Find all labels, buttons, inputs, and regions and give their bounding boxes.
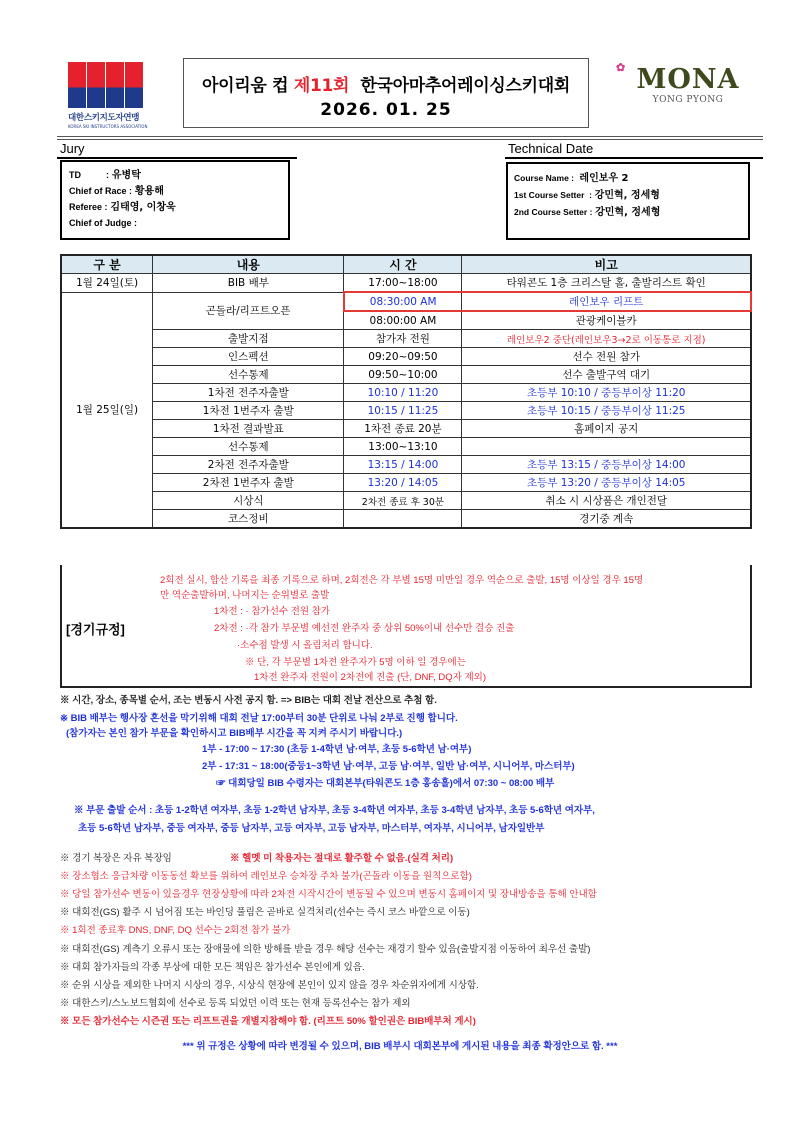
setter1-value: 강민혁, 정세형: [594, 190, 660, 201]
rules-line: 1차전 완주자 전원이 2차전에 진출 (단, DNF, DQ자 제외): [254, 672, 487, 683]
title-edition: 제11회: [293, 76, 350, 96]
item-cell: 1차전 결과발표: [153, 420, 344, 438]
mona-sub: YONG PYONG: [652, 95, 724, 105]
mona-word: MONA: [636, 64, 740, 95]
chief-race-key: Chief of Race :: [69, 186, 133, 196]
technical-divider: [505, 157, 763, 159]
ksia-letters-icon: [68, 62, 146, 108]
chief-judge-key: Chief of Judge :: [69, 218, 137, 228]
rule-line: ※ 대회 참가자들의 각종 부상에 대한 모든 책임은 참가선수 본인에게 있음.: [60, 962, 365, 973]
time-cell: 09:20~09:50: [344, 348, 462, 366]
title-suffix: 한국아마추어레이싱스키대회: [349, 76, 570, 96]
time-cell: 2차전 종료 후 30분: [344, 492, 462, 510]
item-cell: 1차전 1번주자 출발: [153, 402, 344, 420]
note-cell: 초등부 13:15 / 중등부이상 14:00: [462, 456, 751, 474]
schedule-table: [60, 254, 752, 529]
item-cell: 2차전 1번주자 출발: [153, 474, 344, 492]
table-row: [61, 474, 751, 492]
rule-line: ※ 모든 참가선수는 시즌권 또는 리프트권을 개별지참해야 함. (리프트 50% 할인권은 BIB배부처 게시): [60, 1016, 476, 1027]
jury-label: Jury: [60, 141, 85, 156]
note-cell: 초등부 13:20 / 중등부이상 14:05: [462, 474, 751, 492]
rule-line: ※ 대회전(GS) 계측기 오류시 또는 장애물에 의한 방해를 받을 경우 해당 선수는 재경기 할수 있음(출발지점 이동하여 최우선 출발): [60, 944, 591, 955]
rules-line: 1차전 : · 참가선수 전원 참가: [214, 606, 331, 617]
rule-line: ※ 순위 시상을 제외한 나머지 시상의 경우, 시상식 현장에 본인이 있지 않을 경우 차순위자에게 시상함.: [60, 980, 479, 991]
note-cell: 관광케이블카: [462, 311, 751, 330]
header-time: 시 간: [344, 255, 462, 274]
race-rules-box: [60, 565, 752, 688]
note-cell: 타워콘도 1층 크리스탈 홀, 출발리스트 확인: [462, 274, 751, 293]
ksia-korean-name: 대한스키지도자연맹: [68, 113, 140, 123]
table-row: [61, 348, 751, 366]
setter2-value: 강민혁, 정세형: [595, 207, 661, 218]
event-title: [184, 71, 588, 96]
note-cell: 초등부 10:15 / 중등부이상 11:25: [462, 402, 751, 420]
item-cell: 시상식: [153, 492, 344, 510]
time-cell: 참가자 전원: [344, 330, 462, 348]
item-cell: 선수통제: [153, 366, 344, 384]
table-row: [61, 492, 751, 510]
table-row: [61, 510, 751, 529]
referee-key: Referee :: [69, 202, 108, 212]
time-cell: 13:00~13:10: [344, 438, 462, 456]
rule-line: ※ 당일 참가선수 변동이 있을경우 현장상황에 따라 2차전 시작시간이 변동될 수 있으며 변동시 홈페이지 및 장내방송을 통해 안내함: [60, 889, 597, 900]
date-cell: 1월 25일(일): [61, 292, 153, 528]
note-cell: 취소 시 시상품은 개인전달: [462, 492, 751, 510]
course-name-value: 레인보우 2: [579, 173, 629, 184]
time-cell: 1차전 종료 20분: [344, 420, 462, 438]
item-cell: 출발지점: [153, 330, 344, 348]
jury-box: [60, 160, 290, 240]
setter2-key: 2nd Course Setter :: [514, 207, 593, 217]
chief-race-value: 황용해: [134, 186, 164, 197]
bib-session-2: 2부 - 17:31 ~ 18:00(중등1~3학년 남·여부, 고등 남·여부, 일반 남·여부, 시니어부, 마스터부): [202, 761, 575, 772]
table-row: [61, 420, 751, 438]
rules-line: 2차전 : ·각 참가 부문별 예선전 완주자 중 상위 50%이내 선수만 결승 진출: [214, 623, 515, 634]
table-row: [61, 366, 751, 384]
ksia-english-name: KOREA SKI INSTRUCTORS ASSOCIATION: [68, 124, 148, 129]
rules-line: 만 역순출발하며, 나머지는 순위별로 출발: [160, 590, 330, 601]
note-cell: 홈페이지 공지: [462, 420, 751, 438]
time-cell: 10:10 / 11:20: [344, 384, 462, 402]
note-cell: 경기중 계속: [462, 510, 751, 529]
time-cell: 13:15 / 14:00: [344, 456, 462, 474]
rules-line: 2회전 실시, 합산 기록을 최종 기록으로 하며, 2회전은 각 부별 15명 미만일 경우 역순으로 출발, 15명 이상일 경우 15명: [160, 575, 644, 586]
time-cell: 13:20 / 14:05: [344, 474, 462, 492]
start-order-line: 초등 5-6학년 남자부, 중등 여자부, 중등 남자부, 고등 여자부, 고등 남자부, 마스터부, 여자부, 시니어부, 남자일반부: [78, 823, 545, 834]
time-cell-highlighted: 08:30:00 AM: [344, 292, 462, 311]
date-cell: 1월 24일(토): [61, 274, 153, 293]
item-cell: 곤돌라/리프트오픈: [153, 292, 344, 330]
table-header-row: [61, 255, 751, 274]
ksia-logo: [68, 62, 146, 130]
table-row: [61, 438, 751, 456]
item-cell: 인스펙션: [153, 348, 344, 366]
course-name-key: Course Name :: [514, 173, 574, 183]
bib-session-1: 1부 - 17:00 ~ 17:30 (초등 1-4학년 남·여부, 초등 5-6학년 남·여부): [202, 744, 472, 755]
note-cell: [462, 438, 751, 456]
header-content: 내용: [153, 255, 344, 274]
setter1-key: 1st Course Setter :: [514, 190, 592, 200]
time-cell: 10:15 / 11:25: [344, 402, 462, 420]
rule-line: ※ 1회전 종료후 DNS, DNF, DQ 선수는 2회전 참가 불가: [60, 925, 291, 936]
note-cell: 초등부 10:10 / 중등부이상 11:20: [462, 384, 751, 402]
item-cell: 코스정비: [153, 510, 344, 529]
rule-line: ※ 대한스키/스노보드협회에 선수로 등록 되었던 이력 또는 현재 등록선수는 참가 제외: [60, 998, 411, 1009]
item-cell: 1차전 전주자출발: [153, 384, 344, 402]
note-cell: 선수 전원 참가: [462, 348, 751, 366]
flower-icon: ✿: [616, 61, 627, 74]
td-key: TD :: [69, 170, 109, 180]
time-cell: 17:00~18:00: [344, 274, 462, 293]
table-row: [61, 274, 751, 293]
item-cell: 선수통제: [153, 438, 344, 456]
helmet-rule: ※ 헬멧 미 착용자는 절대로 활주할 수 없음.(실격 처리): [230, 853, 454, 864]
title-prefix: 아이리움 컵: [202, 76, 294, 96]
item-cell: 2차전 전주자출발: [153, 456, 344, 474]
technical-label: Technical Date: [508, 141, 594, 156]
title-box: [183, 58, 589, 128]
note-cell: 레인보우2 중단(레인보우3→2로 이동통로 지점): [462, 330, 751, 348]
race-rules-title: [경기규정]: [66, 622, 125, 637]
table-row: [61, 402, 751, 420]
rule-line: ※ 장소협소 응급차량 이동동선 확보를 위하여 레인보우 승차장 주차 불가(곤돌라 이동을 원칙으로함): [60, 871, 472, 882]
bib-same-day: ☞ 대회당일 BIB 수령자는 대회본부(타워콘도 1층 홍송홀)에서 07:30 ~ 08:00 배부: [216, 778, 555, 789]
table-row: [61, 384, 751, 402]
rule-line: ※ 대회전(GS) 활주 시 넘어짐 또는 바인딩 풀림은 곧바로 실격처리(선수는 즉시 코스 바깥으로 이동): [60, 907, 470, 918]
footer-note: *** 위 규정은 상황에 따라 변경될 수 있으며, BIB 배부시 대회본부에 게시된 내용을 최종 확정안으로 함. ***: [182, 1041, 618, 1052]
referee-value: 김태영, 이창욱: [110, 202, 176, 213]
start-order-line: ※ 부문 출발 순서 : 초등 1-2학년 여자부, 초등 1-2학년 남자부, 초등 3-4학년 여자부, 초등 3-4학년 남자부, 초등 5-6학년 여자부,: [74, 805, 595, 816]
rule-line: ※ 경기 복장은 자유 복장임: [60, 853, 172, 864]
item-cell: BIB 배부: [153, 274, 344, 293]
table-row: [61, 456, 751, 474]
rules-line: ※ 단, 각 부문별 1차전 완주자가 5명 이하 일 경우에는: [245, 657, 466, 668]
header-divider: [57, 136, 763, 140]
rules-line: ·소수점 발생 시 올림처리 합니다.: [237, 640, 373, 651]
notice-line: (참가자는 본인 참가 부문을 확인하시고 BIB배부 시간을 꼭 지켜 주시기 바랍니다.): [66, 728, 403, 739]
technical-box: [506, 162, 750, 240]
time-cell: 08:00:00 AM: [344, 311, 462, 330]
jury-divider: [57, 157, 297, 159]
notice-line: ※ 시간, 장소, 종목별 순서, 조는 변동시 사전 공지 함. => BIB는 대회 전날 전산으로 추첨 함.: [60, 695, 437, 706]
note-cell: 선수 출발구역 대기: [462, 366, 751, 384]
note-cell-highlighted: 레인보우 리프트: [462, 292, 751, 311]
table-row: [61, 330, 751, 348]
notice-line: ※ BIB 배부는 행사장 혼선을 막기위해 대회 전날 17:00부터 30분 단위로 나눠 2부로 진행 합니다.: [60, 713, 458, 724]
table-row: [61, 292, 751, 311]
time-cell: [344, 510, 462, 529]
header-category: 구 분: [61, 255, 153, 274]
event-date: 2026. 01. 25: [320, 100, 452, 120]
td-value: 유병탁: [111, 170, 141, 181]
header-note: 비고: [462, 255, 751, 274]
mona-logo: [616, 61, 758, 124]
time-cell: 09:50~10:00: [344, 366, 462, 384]
